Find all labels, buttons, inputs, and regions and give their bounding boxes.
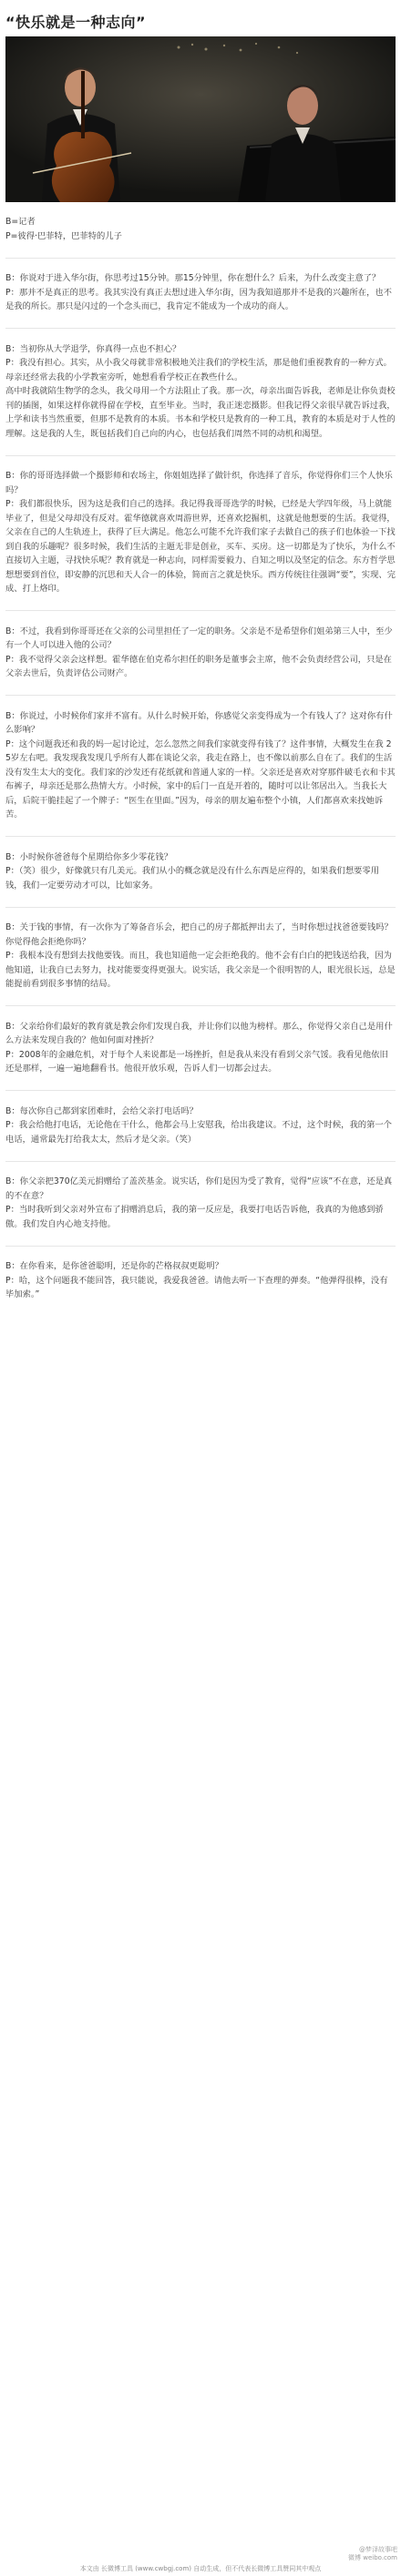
qa-block: B：你父亲把370亿美元捐赠给了盖茨基金。说实话，你们是因为受了教育，觉得“应该”不在意，还是真的不在意？ P：当时我听到父亲对外宣布了捐赠消息后，我的第一反应是，我要打电话告诉他，我真的为他感到骄傲。我们发自内心地支持他。 — [5, 1176, 393, 1229]
divider — [5, 836, 396, 837]
divider — [5, 907, 396, 908]
divider — [5, 1161, 396, 1162]
weibo-watermark: @梦泽故事吧 微博 weibo.com — [348, 2546, 397, 2561]
qa-block: B：你说对于进入华尔街，你思考过15分钟。那15分钟里，你在想什么？后来，为什么改变主意了？ P：那并不是真正的思考。我其实没有真正去想过进入华尔街，因为我知道那并不是我的兴趣所在，也不是我的所长。那只是闪过的一个念头而已，我肯定不能成为一个成功的商人。 — [5, 273, 392, 311]
article-body — [5, 215, 396, 1316]
qa-block: B：在你看来，是你爸爸聪明，还是你的芒格叔叔更聪明？ P：哈，这个问题我不能回答，我只能说，我爱我爸爸。请他去听一下查理的弹奏。“他弹得很棒，没有毕加索。” — [5, 1261, 388, 1299]
qa-block: B：小时候你爸爸每个星期给你多少零花钱？ P：（笑）很少，好像就只有几美元。我们从小的概念就是没有什么东西是应得的，如果我们想要零用钱，我们一定要劳动才可以，比如家务。 — [5, 851, 380, 891]
divider — [5, 455, 396, 456]
qa-block: B：不过，我看到你哥哥还在父亲的公司里担任了一定的职务。父亲是不是希望你们姐弟第三人中，至少有一个人可以进入他的公司？ P：我不觉得父亲会这样想。霍华德在伯克希尔担任的职务是董事会主席，他不会负责经营公司，只是在父亲去世后，负责评估公司财产。 — [5, 626, 393, 678]
divider — [5, 610, 396, 611]
footer-note: 本文由 长微博工具 (www.cwbgj.com) 自动生成，但不代表长微博工具赞同其中观点 — [79, 2565, 322, 2572]
qa-block: B：每次你自己都到家团难时，会给父亲打电话吗？ P：我会给他打电话，无论他在干什么，他都会马上安慰我，给出我建议。不过，这个时候，我的第一个电话，通常最先打给我太太，然后才是父亲。（笑） — [5, 1105, 392, 1145]
divider — [5, 1090, 396, 1091]
cast-line: B=记者 — [5, 217, 36, 227]
divider — [5, 258, 396, 259]
article-title: “快乐就是一种志向” — [5, 14, 147, 31]
divider — [5, 695, 396, 696]
qa-block: B：你说过，小时候你们家并不富有。从什么时候开始，你感觉父亲变得成为一个有钱人了？这对你有什么影响？ P：这个问题我还和我的妈一起讨论过，怎么忽然之间我们家就变得有钱了？这件事情，大概发生在我 25岁左右吧。我发现我发现几乎所有人都在谈论父亲，我走在路上，也不像以前那么自在了。我们的生活没有发生太大的变化。我们家的沙发还有花纸就和普通人家的一样。父亲还是喜欢对穿那件破毛衣和卡其布裤子，母亲还是那么热情大方。小时候，家中的后门一直是开着的，随时可以让邻居出入。当我长大后，后院干脆挂起了一个牌子：“医生在里面。”因为，母亲的朋友遍布整个小镇，人们都喜欢来找她诉苦。 — [5, 710, 396, 820]
photo-illustration — [5, 36, 396, 202]
divider — [5, 1246, 396, 1247]
header-photo — [5, 36, 396, 202]
qa-block: B：你的哥哥选择做一个摄影师和农场主，你姐姐选择了做针织，你选择了音乐，你觉得你们三个人快乐吗？ P：我们都很快乐，因为这是我们自己的选择。我记得我哥哥选学的时候，已经是大学四年级，马上就能毕业了，但是父母却没有反对。霍华德就喜欢周游世界，还喜欢挖掘机，这就是他想要的生活。我觉得，父亲在自己的人生轨迹上，获得了巨大满足。他怎么可能不允许我们家子去做自己的孩子们也体验一下找到自我的乐趣呢？很多时候，我们生活的主题无非是创业，买车、买房。这一切都是为了快乐，为什么不直接切入主题，寻找快乐呢？教育就是一种志向，同样需要毅力、自知之明以及坚定的信念。东方哲学思想想要到首位，即安静的沉思和天人合一的体验，简而言之就是快乐。西方传统往往强调“要”，实现、完成、打上烙印。 — [5, 471, 396, 594]
divider — [5, 1005, 396, 1006]
cast-line: P=彼得·巴菲特，巴菲特的儿子 — [5, 230, 122, 241]
divider — [5, 328, 396, 329]
qa-block: B：关于钱的事情，有一次你为了筹备音乐会，把自己的房子都抵押出去了，当时你想过找爸爸要钱吗？你觉得他会拒绝你吗？ P：我根本没有想到去找他要钱。而且，我也知道他一定会拒绝我的。他不会有白白的把钱送给我，因为他知道，让我自已去努力，找对能要变得更强大。说实话，我父亲是一个很明智的人，眼光很长远，总是能提前看到很多事情的结局。 — [5, 922, 396, 989]
qa-block: B：父亲给你们最好的教育就是教会你们发现自我，并让你们以他为榜样。那么，你觉得父亲自己是用什么方法来发现自我的？他如何面对挫折？ P：2008年的金融危机，对于每个人来说都是一场挫折，但是我从来没有看到父亲气馁。我看见他依旧还是那样，一遍一遍地翻看书。他很开放乐观，告诉人们一切都会过去。 — [5, 1021, 393, 1074]
qa-block: B：当初你从大学退学，你真得一点也不担心？ P：我没有担心。其实，从小我父母就非常积极地关注我们的学校生活，那是他们重视教育的一种方式。母亲还经常去我的小学教室旁听，她想看看学校正在教些什么。 高中时我就陪生物学的念头，我父母用一个方法阻止了我。那一次，母亲出面告诉我，老师是让你负责校刊的插图，如果这样你就得留在学校，直至毕业。当时，我正迷恋摄影。但我记得父亲很早就告诉过我，上学和读书当然重要，但那不是教育的本质。书本和学校只是教育的一种工具，教育的本质是对于人性的理解。这是我的人生，既包括我们自己向的内心，也包括我们周然不同的动机和渴望。 — [5, 343, 396, 439]
